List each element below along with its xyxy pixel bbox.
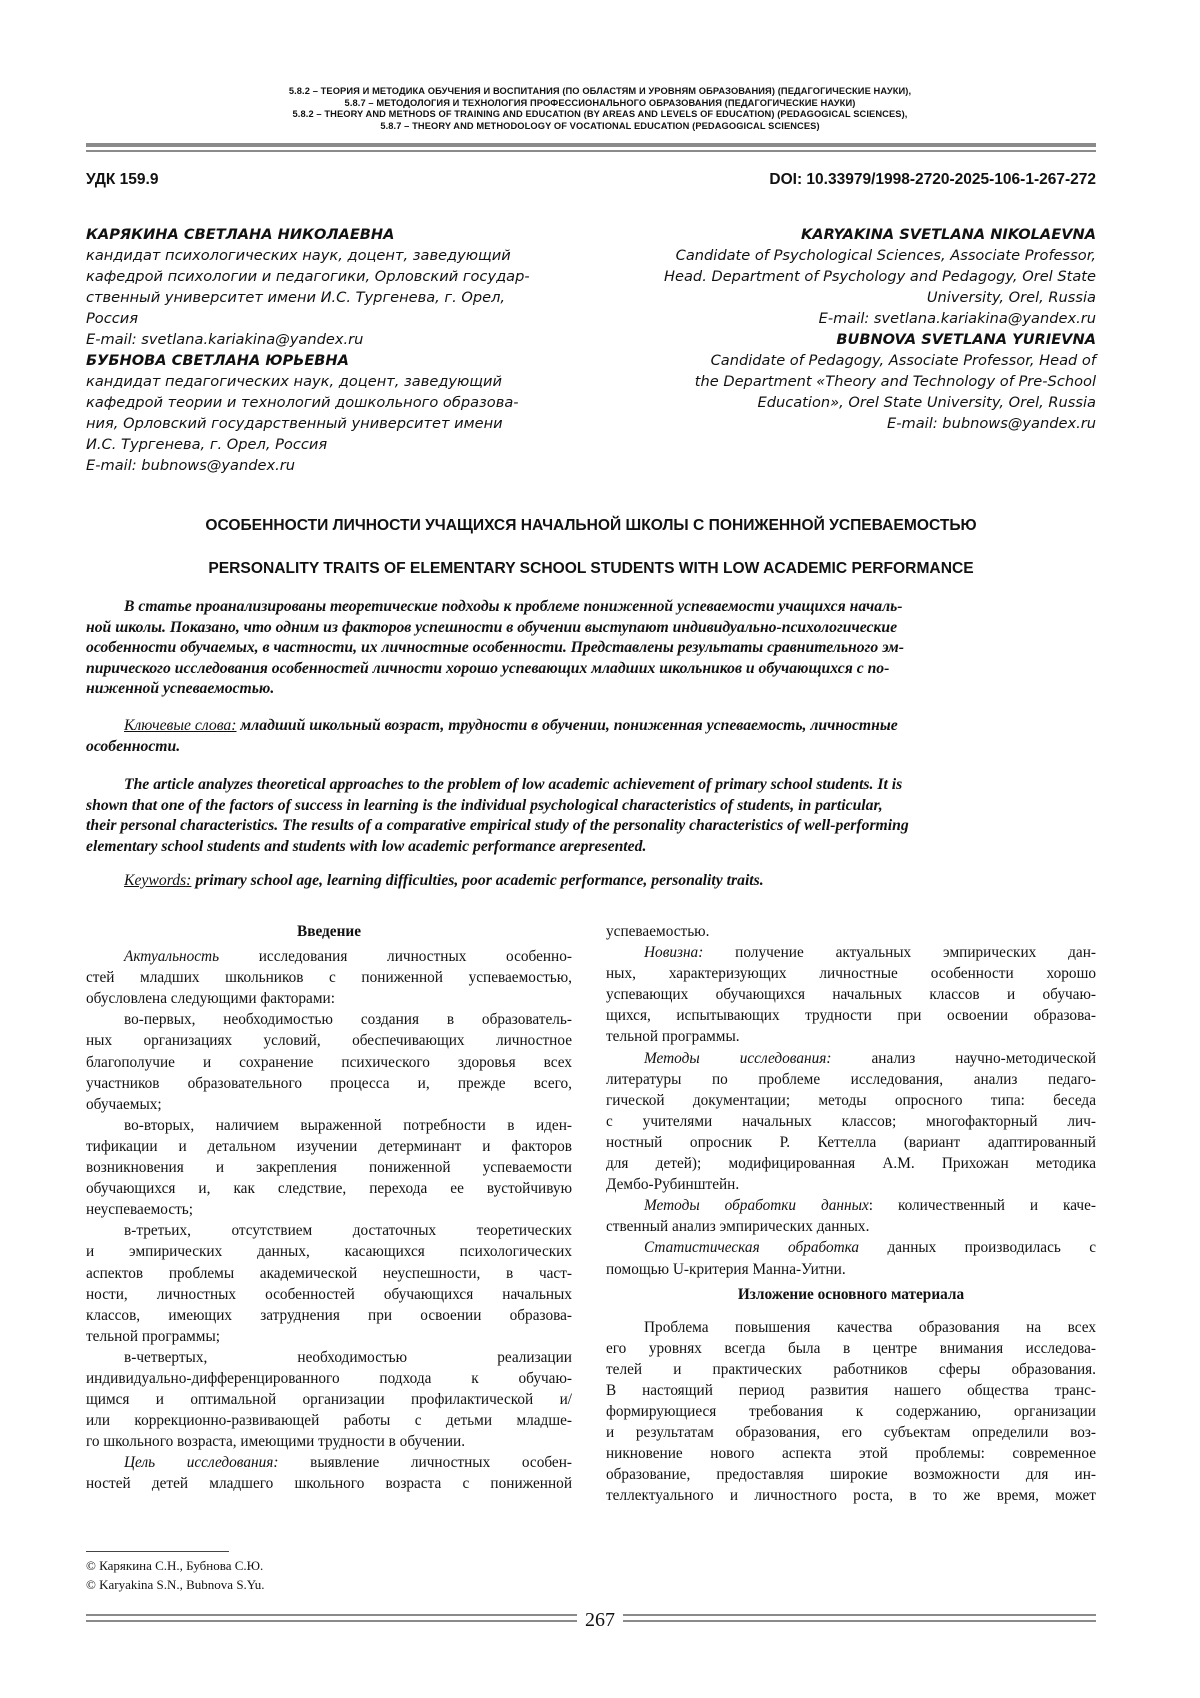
author-affiliation-line: кандидат педагогических наук, доцент, заведующий xyxy=(86,373,503,390)
doi-link[interactable]: DOI: 10.33979/1998-2720-2025-106-1-267-272 xyxy=(769,171,1096,188)
author-affiliation-line: University, Orel, Russia xyxy=(926,289,1096,306)
authors-ru xyxy=(86,224,572,476)
body-line: и результатам образования, его субъектам определили воз- xyxy=(606,1424,1096,1442)
body-line: гической документации; методы опросного типа: беседа xyxy=(606,1091,1096,1109)
udk-code: УДК 159.9 xyxy=(86,171,159,188)
page-number-text: 267 xyxy=(577,1609,623,1631)
body-line: классов, имеющих затруднения при освоении образова- xyxy=(86,1306,572,1324)
author-affiliation-line: Candidate of Pedagogy, Associate Professor, Head of xyxy=(710,352,1096,369)
body-line: щимся и оптимальной организации профилактической и/ xyxy=(86,1391,572,1409)
body-line: Дембо-Рубинштейн. xyxy=(606,1176,740,1194)
body-line: формирующиеся требования к содержанию, организации xyxy=(606,1403,1096,1421)
author-name: КАРЯКИНА СВЕТЛАНА НИКОЛАЕВНА xyxy=(86,226,395,243)
keywords-text: младший школьный возраст, трудности в обучении, пониженная успеваемость, личностные xyxy=(240,717,898,734)
body-line: и эмпирических данных, касающихся психологических xyxy=(86,1243,572,1261)
rubric-line: 5.8.7 – THEORY AND METHODOLOGY OF VOCATIONAL EDUCATION (PEDAGOGICAL SCIENCES) xyxy=(380,120,820,131)
body-line: литературы по проблеме исследования, анализ педаго- xyxy=(606,1070,1096,1088)
abstract-ru xyxy=(86,597,1096,700)
body-line: обучающихся и, как следствие, перехода ее вустойчивую xyxy=(86,1180,572,1198)
author-name: БУБНОВА СВЕТЛАНА ЮРЬЕВНА xyxy=(86,352,349,369)
author-affiliation-line: Head. Department of Psychology and Pedagogy, Orel State xyxy=(664,268,1096,285)
abstract-line: The article analyzes theoretical approaches to the problem of low academic achievement of primary school students. It is xyxy=(124,776,903,793)
copyright-note: © Карякина С.Н., Бубнова С.Ю. xyxy=(86,1558,264,1573)
header-rule-thick xyxy=(86,143,1096,147)
rubric-line: 5.8.2 – ТЕОРИЯ И МЕТОДИКА ОБУЧЕНИЯ И ВОСПИТАНИЯ (ПО ОБЛАСТЯМ И УРОВНЯМ ОБРАЗОВАНИЯ) (ПЕДАГОГИЧЕСКИЕ НАУКИ), xyxy=(288,86,912,96)
body-line: в-третьих, отсутствием достаточных теоретических xyxy=(124,1222,572,1240)
body-line: индивидуально-дифференцированного подхода к обучаю- xyxy=(86,1369,572,1387)
body-line: неуспеваемость; xyxy=(86,1201,194,1219)
author-affiliation-line: кафедрой психологии и педагогики, Орловский государ- xyxy=(86,268,530,285)
author-affiliation-line: Candidate of Psychological Sciences, Associate Professor, xyxy=(675,247,1096,264)
body-left-column xyxy=(86,921,572,1495)
body-line: ности, личностных особенностей обучающихся начальных xyxy=(86,1285,572,1303)
term-research-aim: Цель исследования: xyxy=(124,1454,279,1472)
body-line: обусловлена следующими факторами: xyxy=(86,990,335,1008)
author-name: BUBNOVA SVETLANA YURIEVNA xyxy=(836,331,1096,348)
author-email[interactable]: E-mail: svetlana.kariakina@yandex.ru xyxy=(86,331,364,348)
rubric-line: 5.8.2 – THEORY AND METHODS OF TRAINING AND EDUCATION (BY AREAS AND LEVELS OF EDUCATION) (PEDAGOGICAL SCIENCES), xyxy=(292,109,908,119)
author-affiliation-line: Россия xyxy=(86,310,139,327)
body-text: анализ научно-методической xyxy=(871,1049,1096,1067)
body-line: стей младших школьников с пониженной успеваемостью, xyxy=(86,969,572,987)
author-affiliation-line: кафедрой теории и технологий дошкольного образова- xyxy=(86,394,519,411)
abstract-line: their personal characteristics. The results of a comparative empirical study of the personality characteristics of well-performing xyxy=(86,817,909,834)
keywords-ru xyxy=(86,716,1096,757)
header-rule-thin xyxy=(86,150,1096,152)
body-line: или коррекционно-развивающей работы с детьми младше- xyxy=(86,1412,572,1430)
keywords-label: Keywords: xyxy=(124,872,192,889)
body-line: тификации и детальном изучении детерминант и факторов xyxy=(86,1137,572,1155)
author-email[interactable]: E-mail: svetlana.kariakina@yandex.ru xyxy=(818,310,1096,327)
term-novelty: Новизна: xyxy=(644,944,704,962)
body-line: тельной программы; xyxy=(86,1327,221,1345)
term-statistics: Статистическая обработка xyxy=(644,1239,860,1257)
body-line: в-четвертых, необходимостью реализации xyxy=(124,1348,572,1366)
footnote-rule xyxy=(86,1551,229,1552)
body-line: его уровнях всегда была в центре внимания исследова- xyxy=(606,1339,1096,1357)
body-line: участников образовательного процесса и, прежде всего, xyxy=(86,1074,572,1092)
body-line: с учителями начальных классов; многофакторный лич- xyxy=(606,1112,1096,1130)
author-affiliation-line: the Department «Theory and Technology of Pre-School xyxy=(694,373,1096,390)
body-line: теллектуального и личностного роста, в то же время, может xyxy=(606,1487,1096,1505)
body-line: возникновения и закрепления пониженной успеваемости xyxy=(86,1159,572,1177)
keywords-text: особенности. xyxy=(86,737,181,755)
authors-en xyxy=(606,224,1096,434)
body-right-column xyxy=(606,921,1096,1507)
article-title-ru: ОСОБЕННОСТИ ЛИЧНОСТИ УЧАЩИХСЯ НАЧАЛЬНОЙ ШКОЛЫ С ПОНИЖЕННОЙ УСПЕВАЕМОСТЬЮ xyxy=(205,517,977,534)
body-line: ных организациях условий, обеспечивающих личностное xyxy=(86,1032,572,1050)
author-affiliation-line: И.С. Тургенева, г. Орел, Россия xyxy=(86,436,328,453)
page-number xyxy=(0,1609,1200,1632)
body-line: ностный опросник Р. Кеттелла (вариант адаптированный xyxy=(606,1133,1096,1151)
article-title-en: PERSONALITY TRAITS OF ELEMENTARY SCHOOL STUDENTS WITH LOW ACADEMIC PERFORMANCE xyxy=(208,560,974,577)
body-line: образование, предоставляя широкие возможности для ин- xyxy=(606,1466,1096,1484)
body-line: ственный анализ эмпирических данных. xyxy=(606,1218,870,1236)
copyright-note: © Karyakina S.N., Bubnova S.Yu. xyxy=(86,1577,265,1592)
body-line: телей и практических работников сферы образования. xyxy=(606,1360,1096,1378)
abstract-line: пирического исследования особенностей личности хорошо успевающих младших школьников и обучающихся с по- xyxy=(86,659,890,677)
body-line: Проблема повышения качества образования на всех xyxy=(644,1318,1096,1336)
body-line: аспектов проблемы академической неуспешности, в част- xyxy=(86,1264,572,1282)
body-line: помощью U-критерия Манна-Уитни. xyxy=(606,1260,846,1278)
term-relevance: Актуальность xyxy=(124,948,220,966)
body-text: получение актуальных эмпирических дан- xyxy=(735,944,1097,962)
section-heading-main-material: Изложение основного материала xyxy=(737,1285,965,1303)
abstract-line: В статье проанализированы теоретические подходы к проблеме пониженной успеваемости учащихся началь- xyxy=(124,598,903,615)
author-email[interactable]: E-mail: bubnows@yandex.ru xyxy=(86,457,295,474)
body-text: : количественный и каче- xyxy=(868,1197,1096,1215)
body-line: ных, характеризующих личностные особенности хорошо xyxy=(606,965,1096,983)
abstract-line: elementary school students and students with low academic performance arepresented. xyxy=(86,837,647,855)
keywords-label: Ключевые слова: xyxy=(124,717,237,734)
body-line: тельной программы. xyxy=(606,1028,740,1046)
body-line: успеваемостью. xyxy=(606,923,710,940)
rubric-line: 5.8.7 – МЕТОДОЛОГИЯ И ТЕХНОЛОГИЯ ПРОФЕССИОНАЛЬНОГО ОБРАЗОВАНИЯ (ПЕДАГОГИЧЕСКИЕ НАУКИ) xyxy=(344,97,856,108)
term-methods: Методы исследования: xyxy=(644,1049,832,1067)
body-text: выявление личностных особен- xyxy=(310,1454,572,1472)
body-line: успевающих обучающихся начальных классов и обучаю- xyxy=(606,986,1096,1004)
keywords-text: primary school age, learning difficulties, poor academic performance, personality traits. xyxy=(195,872,764,889)
author-email[interactable]: E-mail: bubnows@yandex.ru xyxy=(887,415,1096,432)
body-text: данных производилась с xyxy=(887,1239,1097,1257)
body-line: щихся, испытывающих трудности при освоении образова- xyxy=(606,1007,1096,1025)
body-line: ностей детей младшего школьного возраста с пониженной xyxy=(86,1475,572,1493)
author-affiliation-line: ния, Орловский государственный университет имени xyxy=(86,415,503,432)
abstract-line: особенности обучаемых, в частности, их личностные особенности. Представлены результаты сравнительного эм- xyxy=(86,639,904,656)
abstract-en xyxy=(86,775,1096,857)
author-affiliation-line: кандидат психологических наук, доцент, заведующий xyxy=(86,247,511,264)
abstract-line: shown that one of the factors of success in learning is the individual psychological characteristics of students, in particular, xyxy=(86,796,883,814)
author-affiliation-line: ственный университет имени И.С. Тургенева, г. Орел, xyxy=(86,289,506,306)
author-affiliation-line: Education», Orel State University, Orel, Russia xyxy=(757,394,1096,411)
body-text: исследования личностных особенно- xyxy=(258,948,572,966)
term-data-processing: Методы обработки данных xyxy=(644,1197,869,1215)
section-rubric xyxy=(0,86,1200,132)
body-line: благополучие и сохранение психического здоровья всех xyxy=(86,1053,572,1071)
body-line: для детей); модифицированная А.М. Прихожан методика xyxy=(606,1155,1096,1173)
footnotes xyxy=(86,1556,265,1594)
body-line: во-первых, необходимостью создания в образователь- xyxy=(124,1011,572,1029)
body-line: обучаемых; xyxy=(86,1095,162,1113)
body-line: В настоящий период развития нашего общества транс- xyxy=(606,1381,1096,1399)
abstract-line: ниженной успеваемостью. xyxy=(86,680,275,697)
body-line: во-вторых, наличием выраженной потребности в иден- xyxy=(124,1116,572,1134)
author-name: KARYAKINA SVETLANA NIKOLAEVNA xyxy=(801,226,1096,243)
abstract-line: ной школы. Показано, что одним из факторов успешности в обучении выступают индивидуально-психологические xyxy=(86,618,898,636)
body-line: никновение нового аспекта этой проблемы: современное xyxy=(606,1445,1096,1463)
section-heading-introduction: Введение xyxy=(297,923,361,940)
body-line: го школьного возраста, имеющими трудности в обучении. xyxy=(86,1433,466,1451)
keywords-en xyxy=(86,871,1096,892)
